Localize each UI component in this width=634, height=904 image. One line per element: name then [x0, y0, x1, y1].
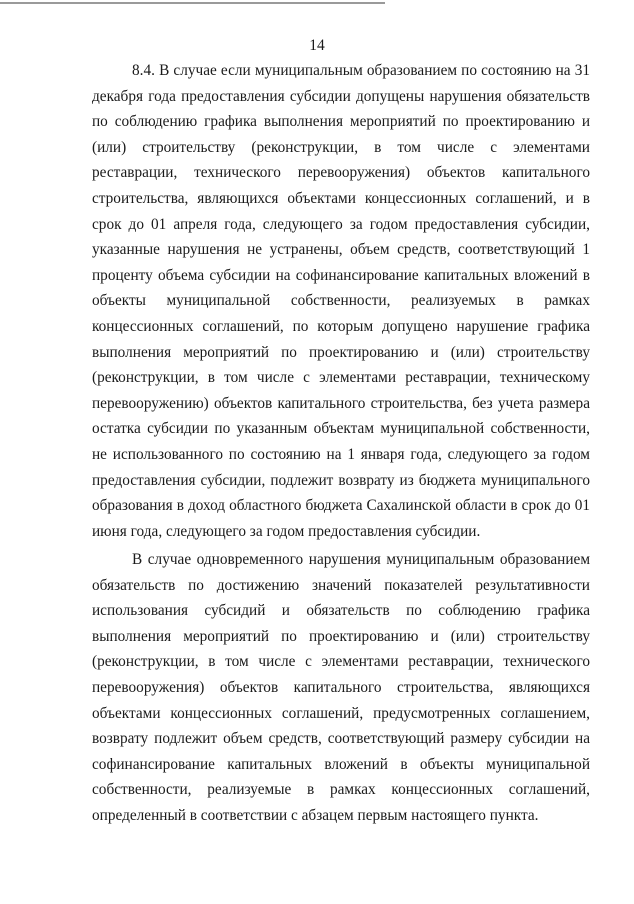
top-scan-border — [0, 2, 385, 4]
page-number: 14 — [309, 37, 325, 54]
clause-8-4-paragraph — [92, 58, 590, 544]
paragraph-text: В случае одновременного нарушения муниципальным образованием обязательств по достижению значений показателей результативности использования субсидий и обязательств по соблюдению графика выполнения мероприятий по проектированию и (или) строительству (реконструкции, в том числе с элементами реставрации, технического перевооружения) объектов капитального строительства, являющихся объектами концессионных соглашений, предусмотренных соглашением, возврату подлежит объем средств, соответствующий размеру субсидии на софинансирование капитальных вложений в объекты муниципальной собственности, реализуемые в рамках концессионных соглашений, определенный в соответствии с абзацем первым настоящего пункта. — [92, 551, 590, 824]
simultaneous-violation-paragraph — [92, 547, 590, 829]
paragraph-text: 8.4. В случае если муниципальным образованием по состоянию на 31 декабря года предоставления субсидии допущены нарушения обязательств по соблюдению графика выполнения мероприятий по проектированию и (или) строительству (реконструкции, в том числе с элементами реставрации, технического перевооружения) объектов капитального строительства, являющихся объектами концессионных соглашений, и в срок до 01 апреля года, следующего за годом предоставления субсидии, указанные нарушения не устранены, объем средств, соответствующий 1 проценту объема субсидии на софинансирование капитальных вложений в объекты муниципальной собственности, реализуемых в рамках концессионных соглашений, по которым допущено нарушение графика выполнения мероприятий по проектированию и (или) строительству (реконструкции, в том числе с элементами реставрации, техническому перевооружению) объектов капитального строительства, без учета размера остатка субсидии по указанным объектам муниципальной собственности, не использованного по состоянию на 1 января года, следующего за годом предоставления субсидии, подлежит возврату из бюджета муниципального образования в доход областного бюджета Сахалинской области в срок до 01 июня года, следующего за годом предоставления субсидии. — [92, 62, 590, 540]
